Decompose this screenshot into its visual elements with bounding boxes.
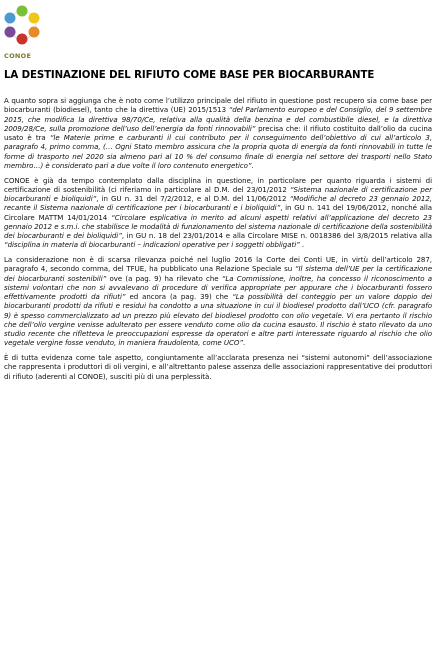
text: CONOE è già da tempo contemplato dalla disciplina in questione, in particolare per quanto riguarda i sistemi di certificazione di sostenibilità (ci riferiamo in particolare al D.M. del 23/01/2012 bbox=[4, 175, 432, 194]
text: , in GU n. 18 del 23/01/2014 e alla Circolare MISE n. 0018386 del 3/8/2015 relativa alla bbox=[121, 231, 432, 240]
text: . bbox=[299, 240, 305, 250]
quote: “Il sistema dell’UE per la certificazione dei biocarburanti sostenibili” bbox=[4, 264, 432, 283]
quote: “del Parlamento europeo e del Consiglio, del 9 settembre 2015, che modifica la direttiva 98/70/Ce, relativa alla qualità della benzina e del combustibile diesel, e la direttiva 2009/28/Ce, sulla promozione dell’uso dell’energia da fonti rinnovabili” bbox=[4, 105, 432, 133]
text: precisa che: il rifiuto costituito dall’olio da cucina usato è tra bbox=[4, 123, 432, 142]
text: . bbox=[242, 338, 246, 348]
document-body bbox=[4, 96, 432, 386]
conoe-logo-mark-icon bbox=[3, 3, 41, 57]
quote: “Sistema nazionale di certificazione per biocarburanti e bioliquidi” bbox=[4, 184, 432, 203]
section-heading: LA DESTINAZIONE DEL RIFIUTO COME BASE PER BIOCARBURANTE bbox=[4, 70, 375, 81]
text: . bbox=[251, 160, 254, 170]
text: A quanto sopra si aggiunga che è noto come l’utilizzo principale del rifiuto in questione post recupero sia come base per biocarburanti (biodiesel), tanto che la direttiva (UE) 2015/1513 bbox=[4, 96, 432, 115]
quote: “La Commissione, inoltre, ha concesso il riconoscimento a sistemi volontari che non si avvalevano di procedure di verifica appropriate per appurare che i biocarburanti fossero effettivamente prodotti da rifiuti” bbox=[4, 273, 432, 301]
quote: “La possibilità del conteggio per un valore doppio dei biocarburanti prodotti da rifiuti e residui ha condotto a una situazione in cui il biodiesel prodotto dall’UCO (cfr. paragrafo 9) è spesso commercializzato ad un prezzo più elevato del biodiesel prodotto con olio vegetale. Vi era pertanto il rischio che dell’olio vergine venisse adulterato per essere venduto come olio da cucina esausto. Il rischio è stato rilevato da uno studio recente che rifletteva le preoccupazioni espresse da operatori e altre parti interessate riguardo al rischio che olio vegetale vergine fosse venduto, in maniera fraudolenta, come UCO” bbox=[4, 292, 432, 348]
text: , in GU n. 141 del 19/06/2012, nonché alla Circolare MATTM 14/01/2014 bbox=[4, 203, 432, 222]
quote: “le Materie prime e carburanti il cui contributo per il conseguimento dell’obiettivo di cui all’articolo 3, paragrafo 4, primo comma, (… Ogni Stato membro assicura che la propria quota di energia da fonti rinnovabili in tutte le forme di trasporto nel 2020 sia almeno pari al 10 % del consumo finale di energia nel settore dei trasporti nello Stato membro…) è considerato pari a due volte il loro contenuto energetico” bbox=[4, 133, 433, 170]
paragraph-1 bbox=[4, 96, 432, 170]
text: La considerazione non è di scarsa rilevanza poiché nel luglio 2016 la Corte dei Conti UE, in virtù dell’articolo 287, paragrafo 4, secondo comma, del TFUE, ha pubblicato una Relazione Speciale su bbox=[4, 255, 432, 274]
quote: “Modifiche al decreto 23 gennaio 2012, recante il Sistema nazionale di certificazione per i biocarburanti e i bioliquidi” bbox=[4, 194, 432, 213]
text: ove (a pag. 9) ha rilevato che bbox=[106, 273, 222, 283]
text: ed ancora (a pag. 39) che bbox=[125, 292, 233, 301]
logo-wordmark: CONOE bbox=[4, 52, 32, 60]
paragraph-3 bbox=[4, 255, 432, 348]
text: È di tutta evidenza come tale aspetto, congiuntamente all’acclarata presenza nei “sistemi autonomi” dell’associazione che rappresenta i produttori di oli vergini, e all’altrettanto palese assenza delle associazioni rappresentative dei produttori di rifiuto (aderenti al CONOE), susciti più di una perplessità. bbox=[4, 353, 432, 381]
paragraph-4 bbox=[4, 353, 432, 381]
quote: “Circolare esplicativa in merito ad alcuni aspetti relativi all’applicazione del decreto 23 gennaio 2012 e s.m.i. che stabilisce le modalità di funzionamento del sistema nazionale di certificazione della sostenibilità dei biocarburanti e dei bioliquidi” bbox=[4, 212, 432, 240]
paragraph-2 bbox=[4, 176, 432, 250]
quote: “disciplina in materia di biocarburanti – indicazioni operative per i soggetti obbligati” bbox=[4, 240, 300, 250]
text: , in GU n. 31 del 7/2/2012, e al D.M. del 11/06/2012 bbox=[96, 194, 290, 203]
